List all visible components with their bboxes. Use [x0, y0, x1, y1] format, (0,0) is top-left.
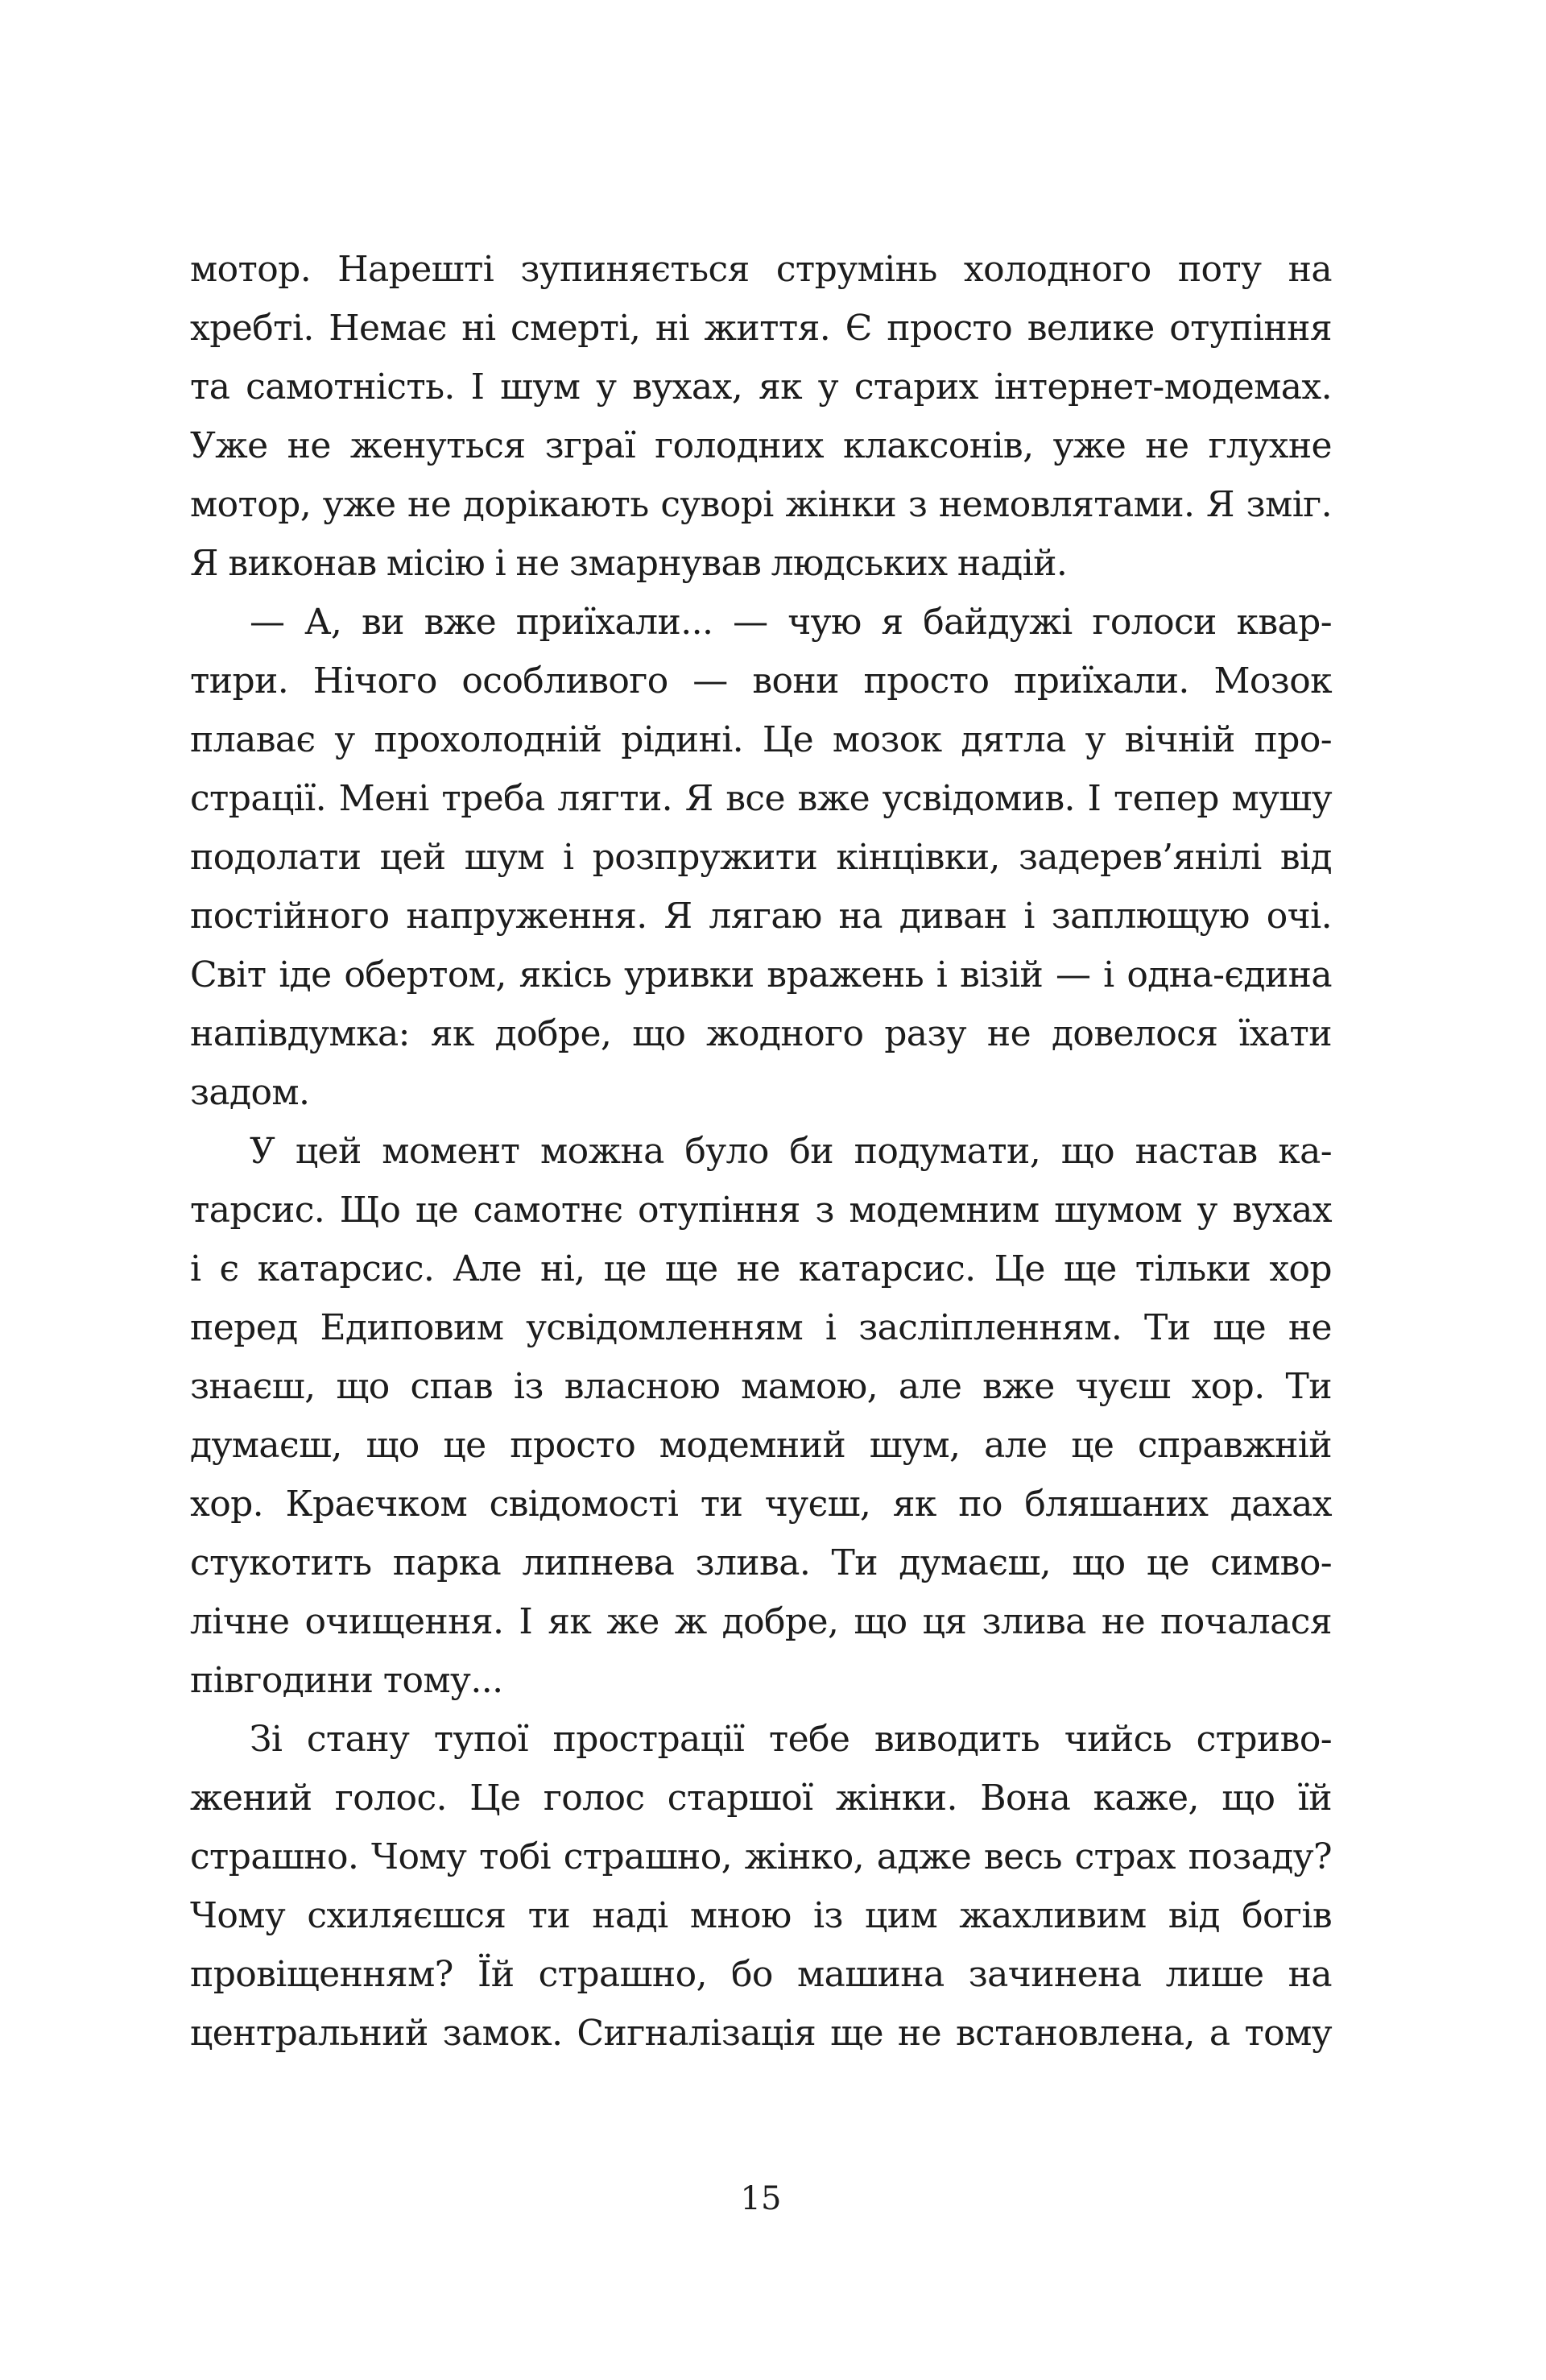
text-line: і є катарсис. Але ні, це ще не катарсис. Це ще тільки хор — [190, 1248, 1332, 1289]
text-line: знаєш, що спав із власною мамою, але вже чуєш хор. Ти — [190, 1366, 1332, 1407]
text-line: подолати цей шум і розпружити кінцівки, задерев’янілі від — [190, 837, 1332, 878]
body-text — [190, 240, 1332, 2063]
text-line: страшно. Чому тобі страшно, жінко, адже весь страх позаду? — [190, 1836, 1332, 1877]
text-line: напівдумка: як добре, що жодного разу не довелося їхати — [190, 1013, 1332, 1054]
text-line: центральний замок. Сигналізація ще не встановлена, а тому — [190, 2013, 1332, 2054]
text-line: Я виконав місію і не змарнував людських надій. — [190, 543, 1068, 584]
text-line: мотор, уже не дорікають суворі жінки з немовлятами. Я зміг. — [190, 484, 1332, 525]
text-line: стукотить парка липнева злива. Ти думаєш, що це симво- — [190, 1542, 1332, 1583]
text-line: лічне очищення. І як же ж добре, що ця злива не почалася — [190, 1601, 1332, 1642]
text-line: мотор. Нарешті зупиняється струмінь холодного поту на — [190, 249, 1332, 290]
text-line: Світ іде обертом, якісь уривки вражень і візій — і одна-єдина — [190, 954, 1332, 995]
text-line: жений голос. Це голос старшої жінки. Вона каже, що їй — [190, 1778, 1332, 1819]
text-line: тарсис. Що це самотнє отупіння з модемним шумом у вухах — [190, 1190, 1332, 1231]
text-line: страції. Мені треба лягти. Я все вже усвідомив. І тепер мушу — [190, 778, 1332, 819]
text-line: хор. Краєчком свідомості ти чуєш, як по бляшаних дахах — [190, 1484, 1332, 1525]
text-line: плаває у прохолодній рідині. Це мозок дятла у вічній про- — [190, 719, 1332, 760]
text-line: тири. Нічого особливого — вони просто приїхали. Мозок — [190, 660, 1332, 702]
text-line: провіщенням? Їй страшно, бо машина зачинена лише на — [190, 1954, 1332, 1995]
text-line: задом. — [190, 1072, 310, 1113]
text-line: хребті. Немає ні смерті, ні життя. Є просто велике отупіння — [190, 308, 1332, 349]
text-line: перед Едиповим усвідомленням і засліпленням. Ти ще не — [190, 1307, 1332, 1348]
text-line: постійного напруження. Я лягаю на диван і заплющую очі. — [190, 896, 1332, 937]
text-line: думаєш, що це просто модемний шум, але це справжній — [190, 1425, 1332, 1466]
text-line: Уже не женуться зграї голодних клаксонів, уже не глухне — [190, 425, 1332, 466]
text-line: Чому схиляєшся ти наді мною із цим жахливим від богів — [190, 1895, 1332, 1936]
text-line: — А, ви вже приїхали... — чую я байдужі голоси квар- — [250, 602, 1332, 643]
text-line: У цей момент можна було би подумати, що настав ка- — [250, 1131, 1332, 1172]
text-line: та самотність. І шум у вухах, як у старих інтернет-модемах. — [190, 366, 1332, 408]
page-number: 15 — [740, 2180, 782, 2217]
text-line: півгодини тому... — [190, 1660, 503, 1701]
text-line: Зі стану тупої прострації тебе виводить чийсь стриво- — [250, 1719, 1332, 1760]
